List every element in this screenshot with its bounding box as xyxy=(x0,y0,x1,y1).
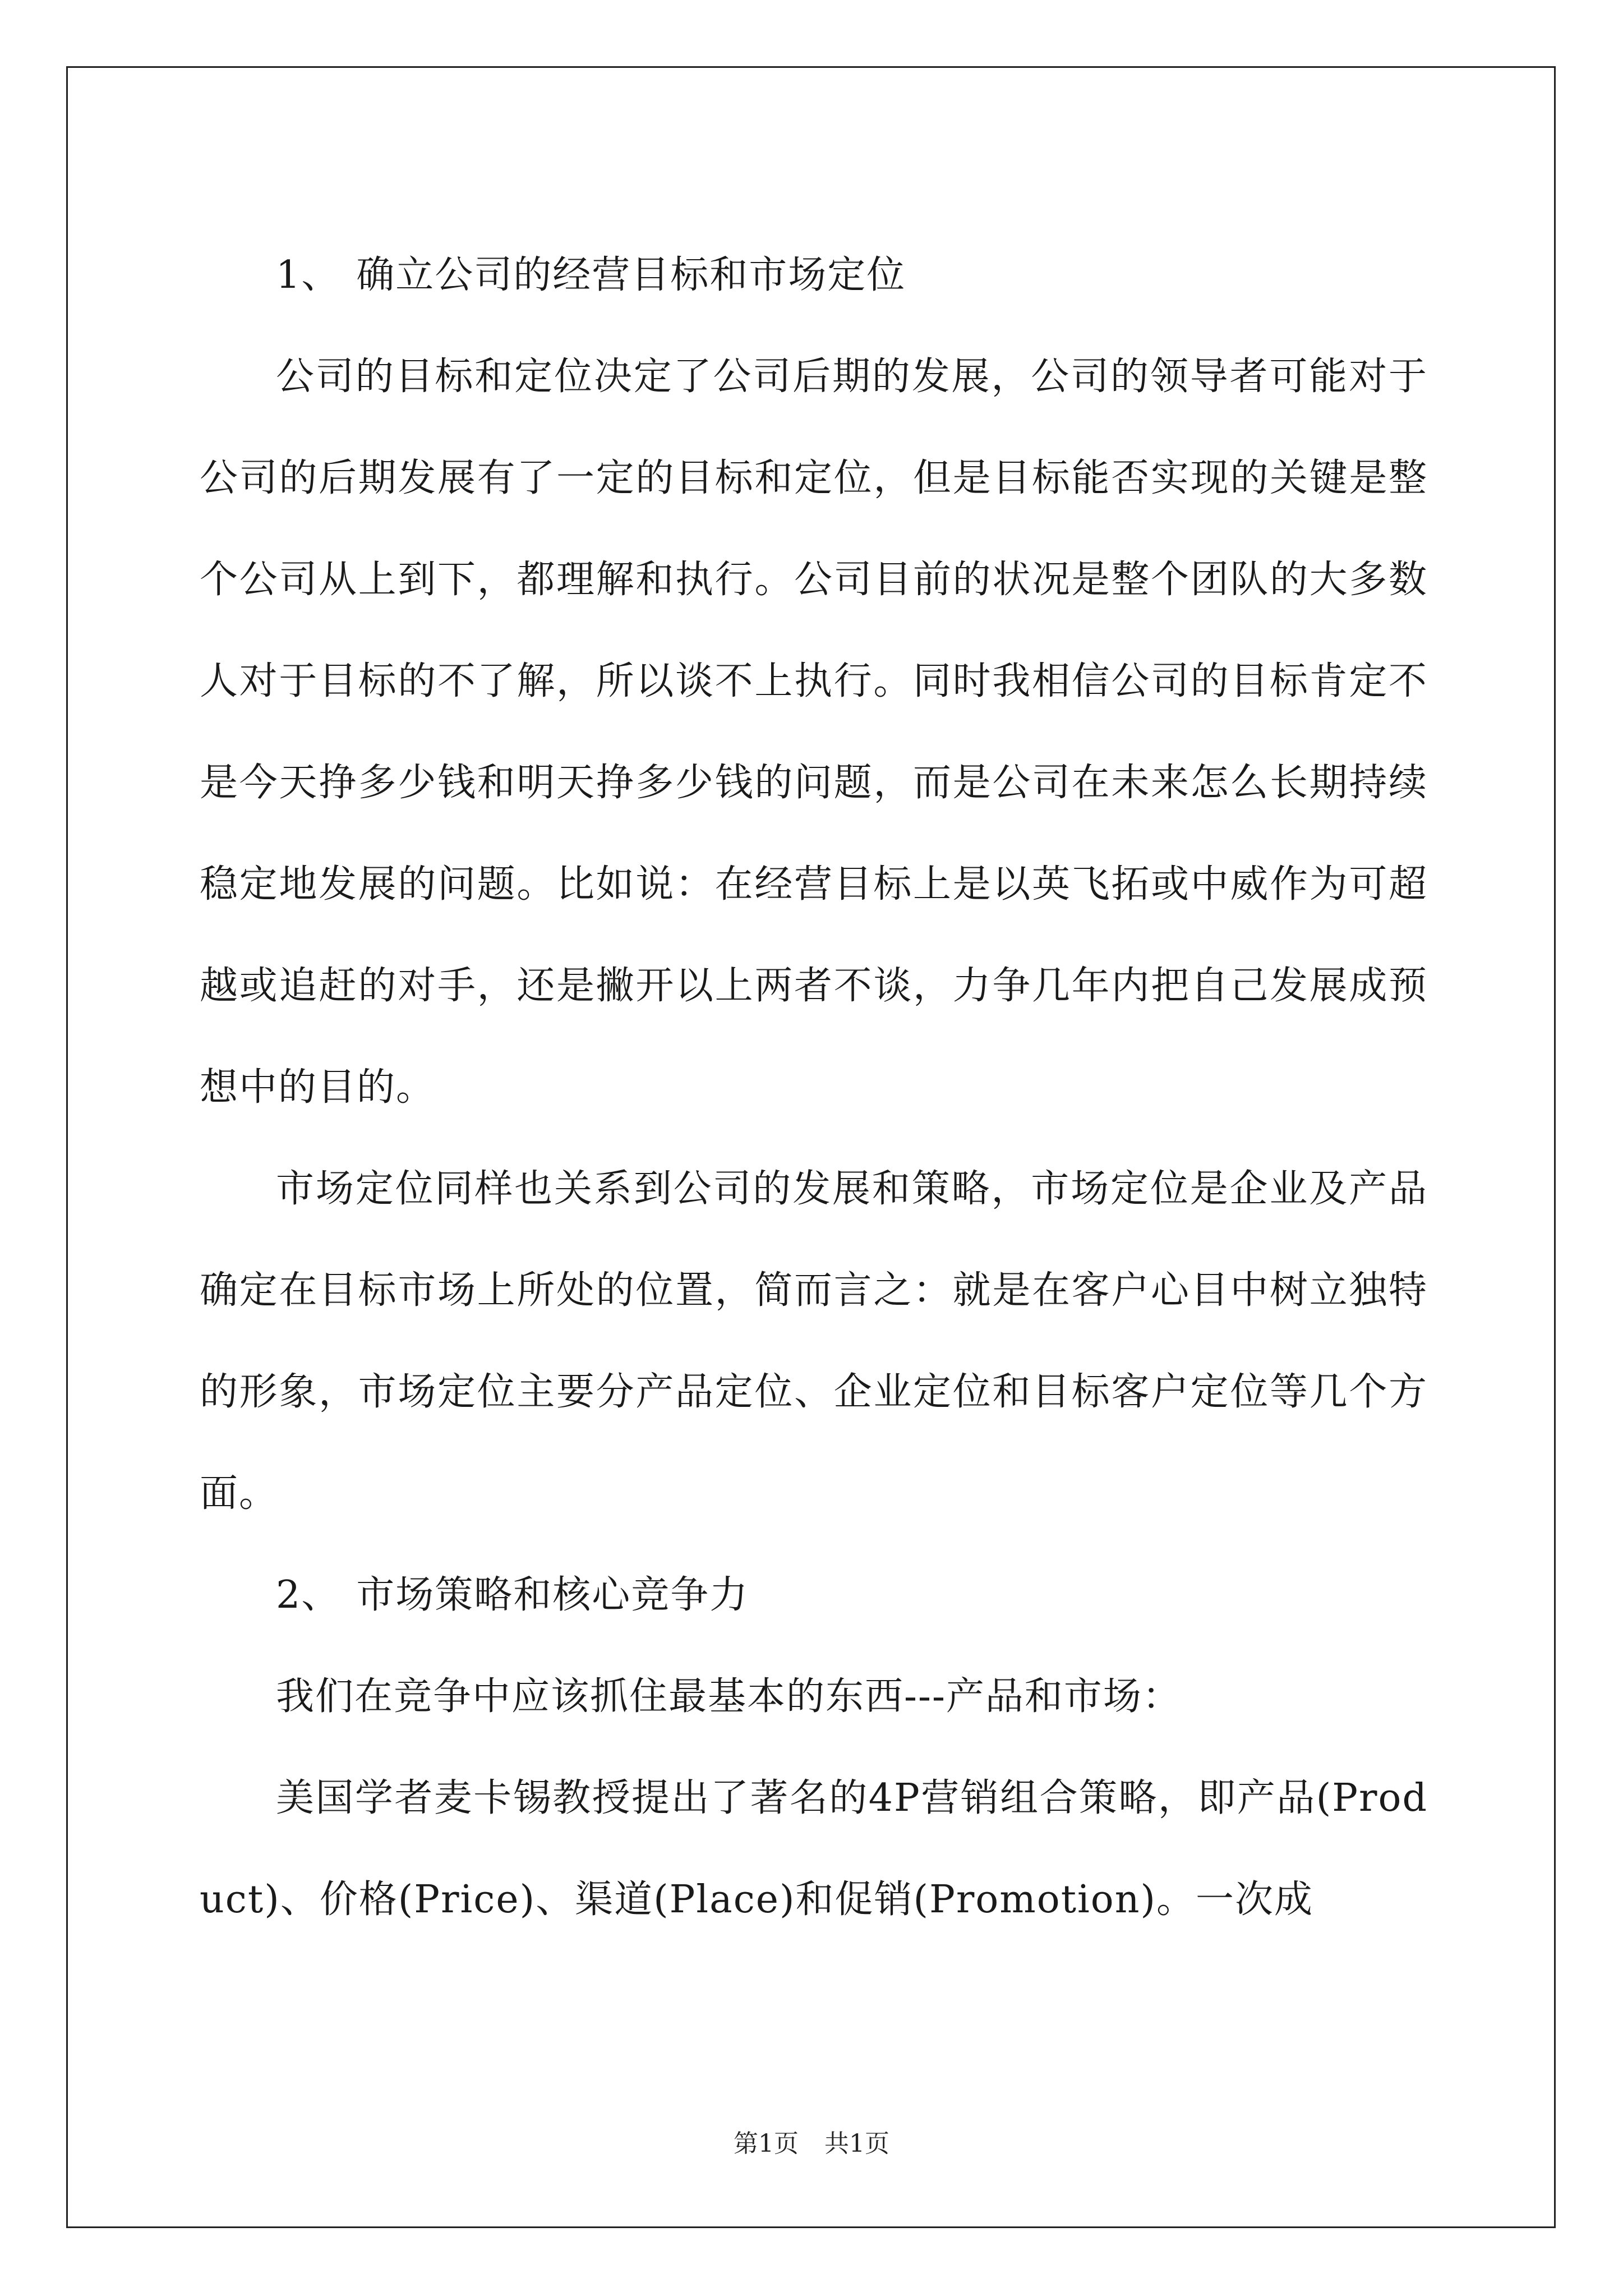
document-body xyxy=(200,224,1428,1950)
section-number: 2、 xyxy=(276,1573,341,1617)
page-footer xyxy=(0,2127,1623,2161)
total-pages: 共1页 xyxy=(824,2129,889,2158)
section-heading-2 xyxy=(200,1544,1428,1646)
section-title: 确立公司的经营目标和市场定位 xyxy=(356,253,906,297)
paragraph: 美国学者麦卡锡教授提出了著名的4P营销组合策略，即产品(Product)、价格(Price)、渠道(Place)和促销(Promotion)。一次成 xyxy=(200,1776,1428,1922)
section-title: 市场策略和核心竞争力 xyxy=(356,1573,749,1617)
paragraph: 市场定位同样也关系到公司的发展和策略，市场定位是企业及产品确定在目标市场上所处的位置，简而言之：就是在客户心目中树立独特的形象，市场定位主要分产品定位、企业定位和目标客户定位等几个方面。 xyxy=(200,1167,1428,1516)
section-heading-1 xyxy=(200,224,1428,326)
paragraph: 我们在竞争中应该抓住最基本的东西---产品和市场： xyxy=(276,1674,1182,1719)
page-number: 第1页 xyxy=(734,2129,799,2158)
paragraph: 公司的目标和定位决定了公司后期的发展，公司的领导者可能对于公司的后期发展有了一定的目标和定位，但是目标能否实现的关键是整个公司从上到下，都理解和执行。公司目前的状况是整个团队的大多数人对于目标的不了解，所以谈不上执行。同时我相信公司的目标肯定不是今天挣多少钱和明天挣多少钱的问题，而是公司在未来怎么长期持续稳定地发展的问题。比如说：在经营目标上是以英飞拓或中威作为可超越或追赶的对手，还是撇开以上两者不谈，力争几年内把自己发展成预想中的目的。 xyxy=(200,355,1428,1110)
section-number: 1、 xyxy=(276,253,341,297)
